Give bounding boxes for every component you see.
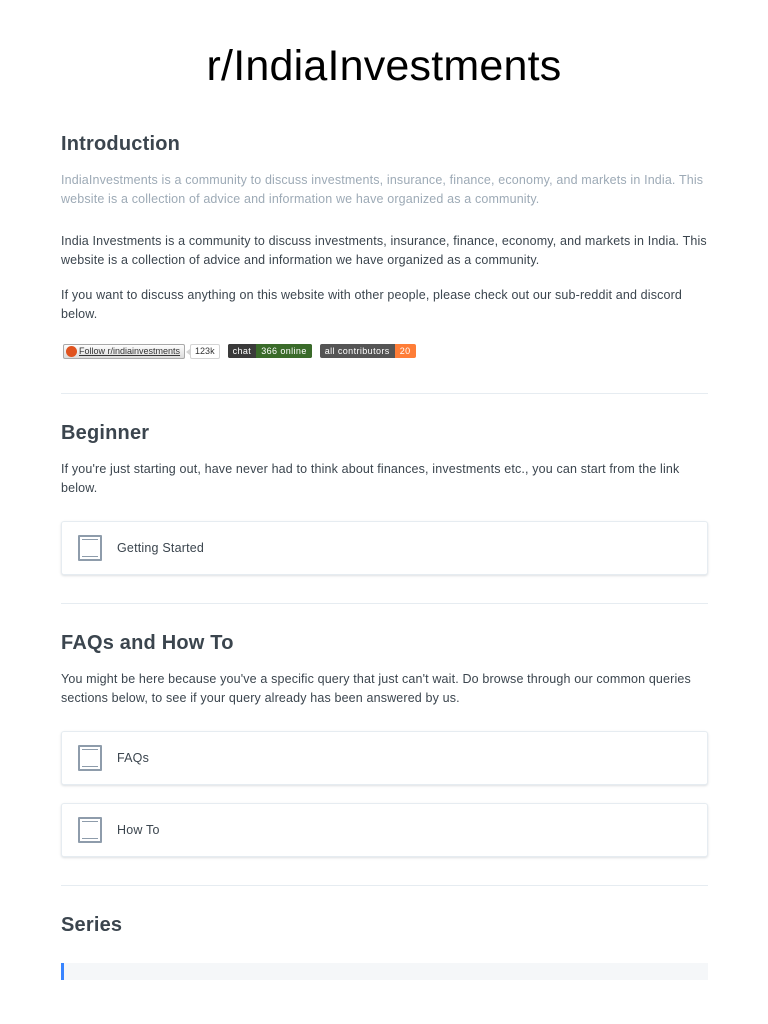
reddit-icon: [66, 346, 77, 357]
chat-badge-value: 366 online: [256, 344, 312, 358]
introduction-paragraph-1: India Investments is a community to discuss investments, insurance, finance, economy, and markets in India. This website is a collection of advice and information we have organized as a community.: [61, 234, 707, 267]
discord-chat-badge[interactable]: [228, 344, 312, 358]
introduction-paragraph-2: If you want to discuss anything on this website with other people, please check out our sub-reddit and discord below.: [61, 288, 683, 321]
contributors-badge-label: all contributors: [320, 344, 395, 358]
contributors-badge[interactable]: [320, 344, 416, 358]
divider: [61, 393, 708, 394]
series-hint-box: [61, 963, 708, 980]
getting-started-link-card[interactable]: [61, 521, 708, 575]
follow-subreddit-badge[interactable]: [63, 344, 185, 359]
follow-label: Follow r/indiainvestments: [79, 346, 181, 356]
page-icon: [78, 535, 102, 561]
site-title: r/IndiaInvestments: [206, 42, 562, 90]
follower-count: 123k: [190, 344, 220, 359]
card-label: How To: [117, 823, 160, 837]
faqs-heading: FAQs and How To: [61, 632, 234, 654]
beginner-heading: Beginner: [61, 422, 150, 444]
page-icon: [78, 745, 102, 771]
how-to-link-card[interactable]: [61, 803, 708, 857]
beginner-paragraph: If you're just starting out, have never had to think about finances, investments etc., you can start from the link below.: [61, 462, 680, 495]
divider: [61, 603, 708, 604]
series-heading: Series: [61, 914, 123, 936]
faqs-paragraph: You might be here because you've a specific query that just can't wait. Do browse through our common queries sections below, to see if your query already has been answered by us.: [61, 672, 691, 705]
page-icon: [78, 817, 102, 843]
introduction-heading: Introduction: [61, 133, 181, 155]
card-label: Getting Started: [117, 541, 205, 555]
card-label: FAQs: [117, 751, 150, 765]
introduction-hint: IndiaInvestments is a community to discuss investments, insurance, finance, economy, and markets in India. This website is a collection of advice and information we have organized as a community.: [61, 173, 704, 206]
community-badges: [63, 343, 416, 359]
faqs-link-card[interactable]: [61, 731, 708, 785]
chat-badge-label: chat: [228, 344, 257, 358]
divider: [61, 885, 708, 886]
contributors-badge-value: 20: [395, 344, 416, 358]
